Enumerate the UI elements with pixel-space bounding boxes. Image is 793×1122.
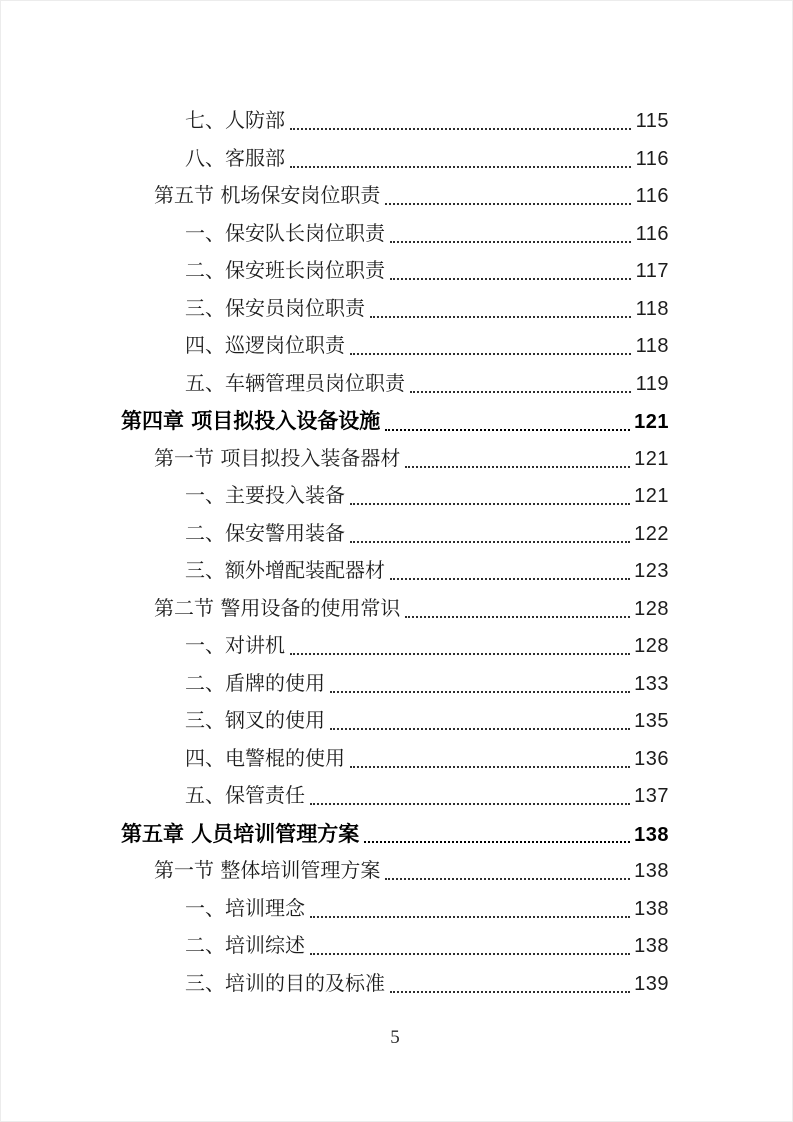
toc-entry-label: 五、保管责任 [185, 783, 305, 807]
toc-entry [121, 965, 669, 1003]
toc-entry [121, 290, 669, 328]
toc-entry-page: 116 [635, 222, 669, 245]
toc-entry-label: 第五节 机场保安岗位职责 [154, 183, 381, 207]
toc-entry-page: 133 [634, 672, 669, 695]
dot-leader [290, 653, 630, 655]
toc-entry-label: 三、保安员岗位职责 [185, 295, 365, 320]
toc-entry-page: 121 [634, 447, 669, 470]
toc-entry [121, 890, 669, 928]
toc-entry [121, 702, 669, 740]
toc-list [121, 102, 669, 1002]
dot-leader [350, 503, 630, 505]
toc-entry-page: 119 [635, 372, 669, 395]
toc-entry-label: 一、培训理念 [185, 895, 305, 920]
toc-entry [121, 627, 669, 665]
toc-entry-label: 七、人防部 [185, 108, 285, 132]
toc-entry-label: 一、主要投入装备 [185, 483, 345, 507]
toc-entry [121, 402, 669, 440]
toc-entry-label: 第五章 人员培训管理方案 [121, 820, 360, 846]
toc-entry-label: 八、客服部 [185, 145, 285, 170]
toc-entry-page: 138 [634, 935, 669, 957]
toc-entry-label: 五、车辆管理员岗位职责 [185, 370, 405, 395]
toc-entry-page: 135 [634, 710, 669, 732]
toc-entry [121, 515, 669, 553]
toc-entry [121, 327, 669, 365]
toc-entry-label: 第一节 项目拟投入装备器材 [154, 445, 401, 470]
toc-entry-page: 123 [634, 560, 669, 582]
dot-leader [310, 916, 630, 918]
toc-entry-page: 128 [634, 635, 669, 657]
toc-entry [121, 590, 669, 628]
dot-leader [290, 166, 631, 168]
dot-leader [385, 429, 630, 431]
dot-leader [330, 691, 630, 693]
toc-entry [121, 777, 669, 815]
toc-entry [121, 140, 669, 178]
dot-leader [405, 466, 630, 468]
dot-leader [405, 616, 630, 618]
toc-entry-page: 117 [635, 260, 669, 282]
dot-leader [385, 203, 631, 205]
dot-leader [390, 241, 631, 243]
toc-entry-page: 137 [634, 785, 669, 807]
dot-leader [330, 728, 630, 730]
toc-entry-label: 第一节 整体培训管理方案 [154, 858, 381, 882]
toc-entry-page: 122 [634, 522, 669, 545]
toc-entry-label: 第四章 项目拟投入设备设施 [121, 408, 381, 433]
toc-entry-label: 二、盾牌的使用 [185, 670, 325, 695]
toc-entry-label: 三、钢叉的使用 [185, 708, 325, 732]
dot-leader [364, 841, 630, 843]
dot-leader [350, 353, 631, 355]
dot-leader [390, 578, 630, 580]
dot-leader [370, 316, 631, 318]
toc-entry-label: 二、培训综述 [185, 933, 305, 957]
toc-entry-label: 四、巡逻岗位职责 [185, 333, 345, 357]
toc-entry-label: 三、额外增配装配器材 [185, 558, 385, 582]
toc-entry-label: 第二节 警用设备的使用常识 [154, 595, 401, 620]
toc-entry-page: 128 [634, 597, 669, 620]
dot-leader [290, 128, 631, 130]
dot-leader [390, 278, 631, 280]
toc-entry-page: 138 [634, 823, 669, 846]
dot-leader [310, 803, 630, 805]
dot-leader [390, 991, 630, 993]
toc-entry-page: 116 [635, 185, 669, 207]
toc-entry-label: 一、对讲机 [185, 633, 285, 657]
toc-entry-label: 一、保安队长岗位职责 [185, 220, 385, 245]
dot-leader [410, 391, 631, 393]
toc-entry [121, 852, 669, 890]
toc-entry-page: 138 [634, 860, 669, 882]
toc-entry-page: 115 [635, 110, 669, 132]
toc-entry [121, 215, 669, 253]
toc-entry [121, 927, 669, 965]
toc-entry [121, 740, 669, 778]
toc-entry [121, 252, 669, 290]
toc-entry [121, 477, 669, 515]
toc-entry [121, 552, 669, 590]
toc-entry-page: 136 [634, 747, 669, 770]
toc-entry [121, 440, 669, 478]
dot-leader [385, 878, 630, 880]
toc-entry-label: 三、培训的目的及标准 [185, 970, 385, 995]
toc-entry-page: 121 [634, 411, 669, 433]
toc-entry-page: 139 [634, 972, 669, 995]
toc-entry-page: 118 [635, 297, 669, 320]
toc-entry-page: 138 [634, 897, 669, 920]
toc-entry-page: 116 [635, 147, 669, 170]
toc-entry-label: 四、电警棍的使用 [185, 745, 345, 770]
dot-leader [350, 766, 630, 768]
toc-entry [121, 365, 669, 403]
toc-entry [121, 102, 669, 140]
footer-page-number: 5 [390, 1027, 400, 1048]
toc-entry [121, 665, 669, 703]
toc-entry [121, 815, 669, 853]
toc-entry-label: 二、保安班长岗位职责 [185, 258, 385, 282]
toc-entry-label: 二、保安警用装备 [185, 520, 345, 545]
toc-entry-page: 121 [634, 485, 669, 507]
dot-leader [350, 541, 630, 543]
dot-leader [310, 953, 630, 955]
toc-entry-page: 118 [635, 335, 669, 357]
toc-entry [121, 177, 669, 215]
